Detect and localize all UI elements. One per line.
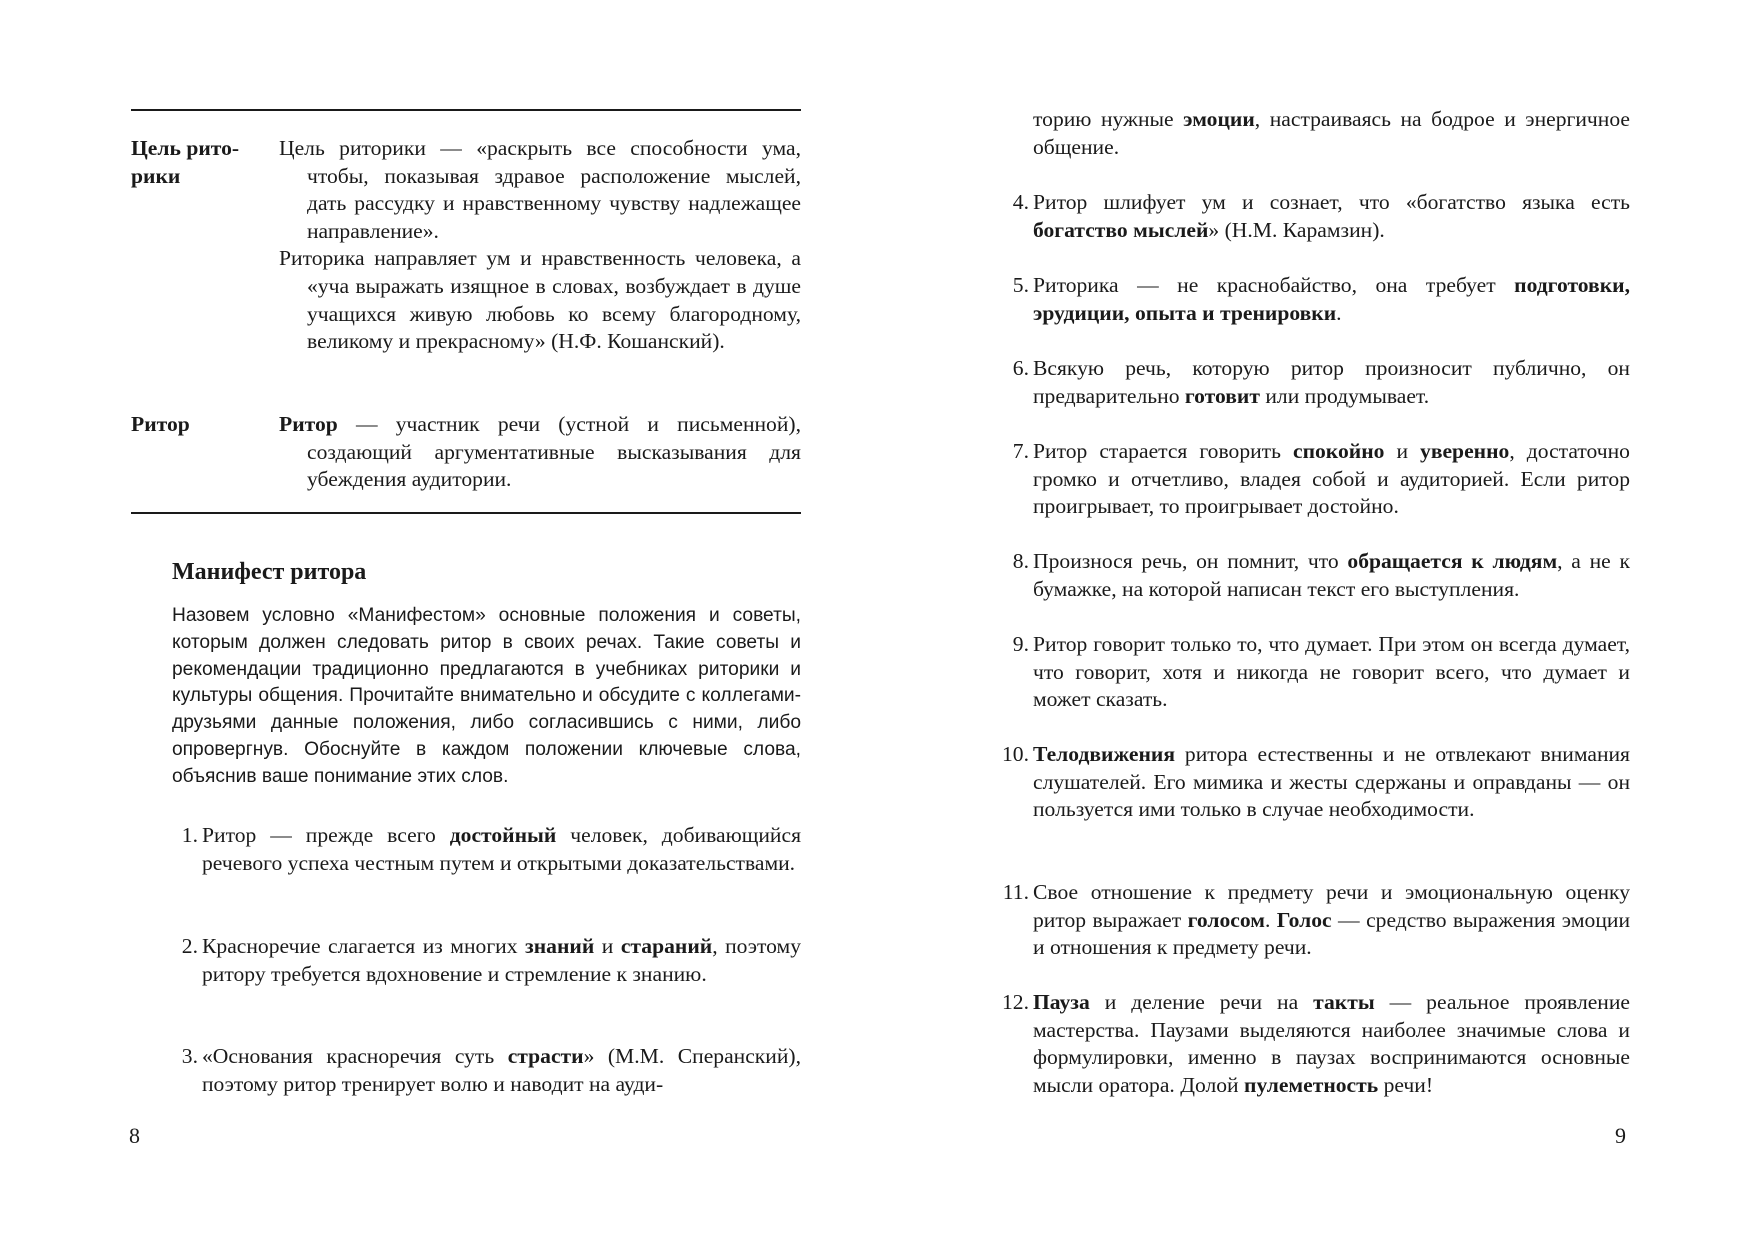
- list-item: 5. Риторика — не краснобайство, она требует подготовки, эрудиции, опыта и тренировки.: [1033, 272, 1630, 327]
- definition-term: Ритор: [131, 412, 190, 436]
- bold-term: Ритор: [279, 412, 338, 436]
- table-top-rule: [131, 109, 801, 111]
- table-bottom-rule: [131, 512, 801, 514]
- item-number: 3.: [181, 1044, 198, 1068]
- item-number: 12.: [1002, 990, 1029, 1014]
- section-heading: Манифест ритора: [172, 559, 367, 585]
- definition-body: [279, 135, 801, 356]
- list-item-continuation: торию нужные эмоции, настраиваясь на бодрое и энергичное общение.: [1033, 107, 1630, 159]
- item-number: 9.: [1012, 632, 1029, 656]
- definition-rhetor: [131, 411, 801, 494]
- item-number: 6.: [1012, 356, 1029, 380]
- item-number: 5.: [1012, 273, 1029, 297]
- definition-paragraph: Цель риторики — «раскрыть все способности ума, чтобы, показывая здравое расположение мыслей, дать рассудку и нравственному чувству надлежащее направление».: [279, 136, 801, 243]
- definition-goal-of-rhetoric: [131, 135, 801, 356]
- list-item: 3. «Основания красноречия суть страсти» (М.М. Сперанский), поэтому ритор тренирует волю и наводит на ауди-: [202, 1043, 801, 1098]
- item-number: 4.: [1012, 190, 1029, 214]
- definition-term: Цель рито- рики: [131, 136, 240, 188]
- item-number: 7.: [1012, 439, 1029, 463]
- list-item: 1. Ритор — прежде всего достойный человек, добивающийся речевого успеха честным путем и открытыми доказательствами.: [202, 822, 801, 877]
- list-item: 10. Телодвижения ритора естественны и не отвлекают внимания слушателей. Его мимика и жесты сдержаны и оправданы — он пользуется ими только в случае необходимости.: [1033, 741, 1630, 824]
- item-number: 11.: [1002, 880, 1029, 904]
- list-item: 7. Ритор старается говорить спокойно и уверенно, достаточно громко и отчетливо, владея собой и аудиторией. Если ритор проигрывает, то проигрывает достойно.: [1033, 438, 1630, 521]
- item-number: 2.: [181, 934, 198, 958]
- list-item: 2. Красноречие слагается из многих знаний и стараний, поэтому ритору требуется вдохновение и стремление к знанию.: [202, 933, 801, 988]
- right-page: [877, 0, 1755, 1240]
- left-page: [0, 0, 877, 1240]
- list-item: 9. Ритор говорит только то, что думает. При этом он всегда думает, что говорит, хотя и никогда не говорит всего, что думает и может сказать.: [1033, 631, 1630, 714]
- definition-paragraph: Риторика направляет ум и нравственность человека, а «уча выражать изящное в словах, возбуждает в душе учащихся живую любовь ко всему благородному, великому и прекрасному» (Н.Ф. Кошанский).: [279, 246, 801, 354]
- list-item: 6. Всякую речь, которую ритор произносит публично, он предварительно готовит или продумывает.: [1033, 355, 1630, 410]
- page-number: 8: [129, 1123, 140, 1148]
- definition-body: [279, 411, 801, 494]
- item-number: 1.: [181, 823, 198, 847]
- list-item: 4. Ритор шлифует ум и сознает, что «богатство языка есть богатство мыслей» (Н.М. Карамзин).: [1033, 189, 1630, 244]
- item-number: 8.: [1012, 549, 1029, 573]
- section-intro: Назовем условно «Манифестом» основные положения и советы, которым должен следовать ритор в своих речах. Такие советы и рекомендации традиционно предлагаются в учебниках риторики и культуры общения. Прочитайте внимательно и обсудите с коллегами-друзьями данные положения, либо согласившись с ними, либо опровергнув. Обоснуйте в каждом положении ключевые слова, объяснив ваше понимание этих слов.: [172, 605, 801, 787]
- page-number: 9: [1615, 1123, 1626, 1148]
- list-item: 8. Произнося речь, он помнит, что обращается к людям, а не к бумажке, на которой написан текст его выступления.: [1033, 548, 1630, 603]
- list-item: 11. Свое отношение к предмету речи и эмоциональную оценку ритор выражает голосом. Голос — средство выражения эмоции и отношения к предмету речи.: [1033, 879, 1630, 962]
- definition-text: — участник речи (устной и письменной), создающий аргументативные высказывания для убеждения аудитории.: [307, 412, 801, 492]
- list-item: 12. Пауза и деление речи на такты — реальное проявление мастерства. Паузами выделяются наиболее значимые слова и формулировки, именно в паузах воспринимаются основные мысли оратора. Долой пулеметность речи!: [1033, 989, 1630, 1099]
- definition-paragraph: [279, 411, 801, 494]
- item-number: 10.: [1002, 742, 1029, 766]
